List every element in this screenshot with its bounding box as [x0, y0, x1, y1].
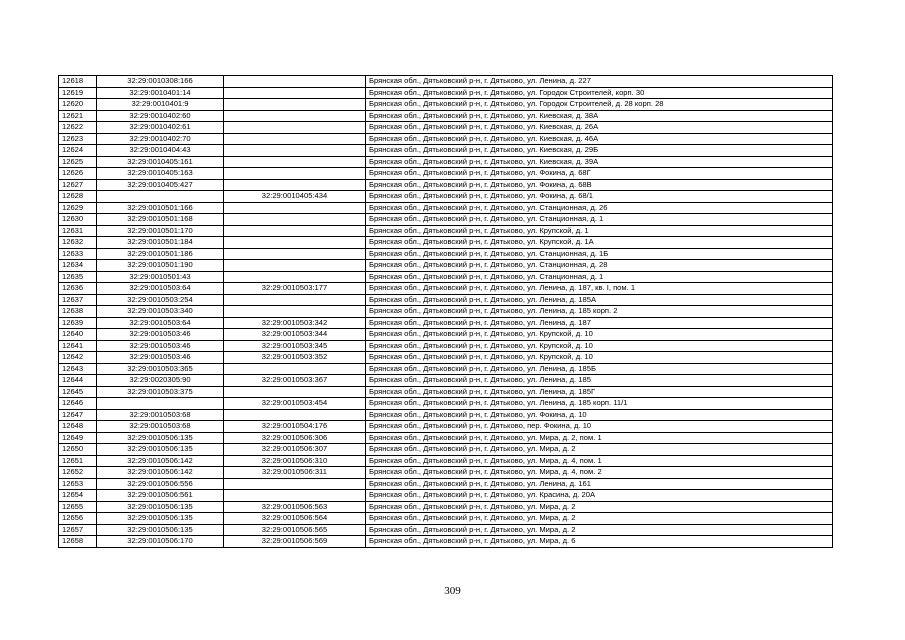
table-row: [59, 271, 833, 283]
table-row: [59, 237, 833, 249]
related-cadastral-number-cell: 32:29:0010503:352: [224, 352, 366, 364]
address-cell: Брянская обл., Дятьковский р-н, г. Дятьково, ул. Ленина, д. 161: [366, 478, 833, 490]
address-cell: Брянская обл., Дятьковский р-н, г. Дятьково, ул. Киевская, д. 46А: [366, 133, 833, 145]
address-cell: Брянская обл., Дятьковский р-н, г. Дятьково, ул. Городок Строителей, корп. 30: [366, 87, 833, 99]
related-cadastral-number-cell: 32:29:0010506:310: [224, 455, 366, 467]
cadastral-number-cell: 32:29:0010503:64: [97, 317, 224, 329]
cadastral-number-cell: 32:29:0010501:166: [97, 202, 224, 214]
related-cadastral-number-cell: [224, 306, 366, 318]
related-cadastral-number-cell: [224, 110, 366, 122]
cadastral-number-cell: 32:29:0010503:254: [97, 294, 224, 306]
table-row: [59, 110, 833, 122]
related-cadastral-number-cell: [224, 99, 366, 111]
row-number-cell: 12654: [59, 490, 97, 502]
row-number-cell: 12628: [59, 191, 97, 203]
table-row: [59, 363, 833, 375]
row-number-cell: 12642: [59, 352, 97, 364]
table-row: [59, 478, 833, 490]
table-row: [59, 294, 833, 306]
address-cell: Брянская обл., Дятьковский р-н, г. Дятьково, ул. Мира, д. 2: [366, 501, 833, 513]
related-cadastral-number-cell: [224, 490, 366, 502]
table-row: [59, 513, 833, 525]
row-number-cell: 12657: [59, 524, 97, 536]
row-number-cell: 12644: [59, 375, 97, 387]
address-cell: Брянская обл., Дятьковский р-н, г. Дятьково, ул. Киевская, д. 39А: [366, 156, 833, 168]
related-cadastral-number-cell: 32:29:0010506:569: [224, 536, 366, 548]
address-cell: Брянская обл., Дятьковский р-н, г. Дятьково, ул. Мира, д. 2: [366, 444, 833, 456]
related-cadastral-number-cell: 32:29:0010503:367: [224, 375, 366, 387]
address-cell: Брянская обл., Дятьковский р-н, г. Дятьково, ул. Станционная, д. 1: [366, 214, 833, 226]
cadastral-number-cell: 32:29:0010501:184: [97, 237, 224, 249]
related-cadastral-number-cell: [224, 179, 366, 191]
table-row: [59, 409, 833, 421]
table-row: [59, 317, 833, 329]
related-cadastral-number-cell: [224, 156, 366, 168]
row-number-cell: 12624: [59, 145, 97, 157]
cadastral-number-cell: [97, 191, 224, 203]
address-cell: Брянская обл., Дятьковский р-н, г. Дятьково, ул. Киевская, д. 29Б: [366, 145, 833, 157]
address-cell: Брянская обл., Дятьковский р-н, г. Дятьково, ул. Ленина, д. 185Г: [366, 386, 833, 398]
row-number-cell: 12637: [59, 294, 97, 306]
address-cell: Брянская обл., Дятьковский р-н, г. Дятьково, ул. Киевская, д. 26А: [366, 122, 833, 134]
related-cadastral-number-cell: 32:29:0010503:345: [224, 340, 366, 352]
cadastral-number-cell: 32:29:0010501:43: [97, 271, 224, 283]
cadastral-number-cell: 32:29:0010506:142: [97, 467, 224, 479]
address-cell: Брянская обл., Дятьковский р-н, г. Дятьково, ул. Фокина, д. 68/1: [366, 191, 833, 203]
address-cell: Брянская обл., Дятьковский р-н, г. Дятьково, ул. Мира, д. 6: [366, 536, 833, 548]
table-row: [59, 375, 833, 387]
cadastral-number-cell: 32:29:0020305:90: [97, 375, 224, 387]
related-cadastral-number-cell: 32:29:0010503:342: [224, 317, 366, 329]
table-row: [59, 122, 833, 134]
related-cadastral-number-cell: 32:29:0010506:306: [224, 432, 366, 444]
table-body: [59, 76, 833, 548]
related-cadastral-number-cell: [224, 386, 366, 398]
address-cell: Брянская обл., Дятьковский р-н, г. Дятьково, ул. Мира, д. 2: [366, 513, 833, 525]
related-cadastral-number-cell: [224, 478, 366, 490]
row-number-cell: 12640: [59, 329, 97, 341]
address-cell: Брянская обл., Дятьковский р-н, г. Дятьково, ул. Ленина, д. 187, кв. I, пом. 1: [366, 283, 833, 295]
related-cadastral-number-cell: [224, 202, 366, 214]
table-row: [59, 386, 833, 398]
related-cadastral-number-cell: [224, 87, 366, 99]
related-cadastral-number-cell: 32:29:0010506:563: [224, 501, 366, 513]
cadastral-number-cell: 32:29:0010506:135: [97, 432, 224, 444]
cadastral-number-cell: 32:29:0010503:46: [97, 352, 224, 364]
related-cadastral-number-cell: [224, 122, 366, 134]
related-cadastral-number-cell: [224, 260, 366, 272]
row-number-cell: 12636: [59, 283, 97, 295]
address-cell: Брянская обл., Дятьковский р-н, г. Дятьково, ул. Ленина, д. 185Б: [366, 363, 833, 375]
table-row: [59, 179, 833, 191]
row-number-cell: 12646: [59, 398, 97, 410]
cadastral-number-cell: 32:29:0010506:135: [97, 444, 224, 456]
table-row: [59, 260, 833, 272]
address-cell: Брянская обл., Дятьковский р-н, г. Дятьково, ул. Крупской, д. 10: [366, 352, 833, 364]
table-row: [59, 455, 833, 467]
row-number-cell: 12625: [59, 156, 97, 168]
address-cell: Брянская обл., Дятьковский р-н, г. Дятьково, ул. Ленина, д. 185 корп. 2: [366, 306, 833, 318]
related-cadastral-number-cell: 32:29:0010503:344: [224, 329, 366, 341]
related-cadastral-number-cell: 32:29:0010504:176: [224, 421, 366, 433]
cadastral-number-cell: 32:29:0010405:427: [97, 179, 224, 191]
row-number-cell: 12638: [59, 306, 97, 318]
cadastral-number-cell: 32:29:0010503:64: [97, 283, 224, 295]
related-cadastral-number-cell: 32:29:0010506:311: [224, 467, 366, 479]
row-number-cell: 12627: [59, 179, 97, 191]
cadastral-number-cell: 32:29:0010405:161: [97, 156, 224, 168]
cadastral-number-cell: 32:29:0010401:14: [97, 87, 224, 99]
cadastral-number-cell: 32:29:0010506:135: [97, 524, 224, 536]
cadastral-number-cell: 32:29:0010401:9: [97, 99, 224, 111]
row-number-cell: 12656: [59, 513, 97, 525]
address-cell: Брянская обл., Дятьковский р-н, г. Дятьково, ул. Ленина, д. 185А: [366, 294, 833, 306]
page-number: 309: [444, 585, 461, 597]
cadastral-number-cell: 32:29:0010506:556: [97, 478, 224, 490]
related-cadastral-number-cell: [224, 409, 366, 421]
cadastral-number-cell: 32:29:0010506:561: [97, 490, 224, 502]
table-row: [59, 352, 833, 364]
table-row: [59, 467, 833, 479]
cadastral-number-cell: 32:29:0010503:375: [97, 386, 224, 398]
cadastral-number-cell: 32:29:0010503:46: [97, 329, 224, 341]
table-row: [59, 99, 833, 111]
cadastral-number-cell: 32:29:0010506:135: [97, 513, 224, 525]
row-number-cell: 12621: [59, 110, 97, 122]
row-number-cell: 12630: [59, 214, 97, 226]
table-row: [59, 524, 833, 536]
table-row: [59, 87, 833, 99]
address-cell: Брянская обл., Дятьковский р-н, г. Дятьково, ул. Фокина, д. 68В: [366, 179, 833, 191]
address-cell: Брянская обл., Дятьковский р-н, г. Дятьково, ул. Мира, д. 4, пом. 1: [366, 455, 833, 467]
related-cadastral-number-cell: [224, 225, 366, 237]
address-cell: Брянская обл., Дятьковский р-н, г. Дятьково, ул. Станционная, д. 1: [366, 271, 833, 283]
table-row: [59, 421, 833, 433]
table-row: [59, 145, 833, 157]
address-cell: Брянская обл., Дятьковский р-н, г. Дятьково, ул. Киевская, д. 38А: [366, 110, 833, 122]
cadastral-number-cell: 32:29:0010506:142: [97, 455, 224, 467]
table-row: [59, 306, 833, 318]
cadastral-number-cell: 32:29:0010501:190: [97, 260, 224, 272]
table-row: [59, 76, 833, 88]
cadastral-number-cell: 32:29:0010503:365: [97, 363, 224, 375]
row-number-cell: 12639: [59, 317, 97, 329]
row-number-cell: 12618: [59, 76, 97, 88]
table-row: [59, 191, 833, 203]
address-cell: Брянская обл., Дятьковский р-н, г. Дятьково, ул. Красина, д. 20А: [366, 490, 833, 502]
row-number-cell: 12652: [59, 467, 97, 479]
row-number-cell: 12643: [59, 363, 97, 375]
row-number-cell: 12645: [59, 386, 97, 398]
related-cadastral-number-cell: [224, 133, 366, 145]
row-number-cell: 12619: [59, 87, 97, 99]
cadastral-number-cell: 32:29:0010501:168: [97, 214, 224, 226]
address-cell: Брянская обл., Дятьковский р-н, г. Дятьково, ул. Крупской, д. 10: [366, 340, 833, 352]
related-cadastral-number-cell: [224, 214, 366, 226]
address-cell: Брянская обл., Дятьковский р-н, г. Дятьково, ул. Станционная, д. 1Б: [366, 248, 833, 260]
table-row: [59, 536, 833, 548]
related-cadastral-number-cell: [224, 248, 366, 260]
row-number-cell: 12632: [59, 237, 97, 249]
row-number-cell: 12633: [59, 248, 97, 260]
related-cadastral-number-cell: 32:29:0010503:454: [224, 398, 366, 410]
row-number-cell: 12635: [59, 271, 97, 283]
cadastral-number-cell: 32:29:0010402:61: [97, 122, 224, 134]
address-cell: Брянская обл., Дятьковский р-н, г. Дятьково, ул. Ленина, д. 187: [366, 317, 833, 329]
row-number-cell: 12622: [59, 122, 97, 134]
cadastral-number-cell: 32:29:0010506:170: [97, 536, 224, 548]
cadastral-number-cell: 32:29:0010503:68: [97, 409, 224, 421]
address-cell: Брянская обл., Дятьковский р-н, г. Дятьково, ул. Ленина, д. 185 корп. 11/1: [366, 398, 833, 410]
address-cell: Брянская обл., Дятьковский р-н, г. Дятьково, ул. Фокина, д. 68Г: [366, 168, 833, 180]
cadastral-number-cell: 32:29:0010402:60: [97, 110, 224, 122]
address-cell: Брянская обл., Дятьковский р-н, г. Дятьково, пер. Фокина, д. 10: [366, 421, 833, 433]
row-number-cell: 12655: [59, 501, 97, 513]
cadastral-number-cell: 32:29:0010501:186: [97, 248, 224, 260]
address-cell: Брянская обл., Дятьковский р-н, г. Дятьково, ул. Крупской, д. 1А: [366, 237, 833, 249]
address-cell: Брянская обл., Дятьковский р-н, г. Дятьково, ул. Крупской, д. 1: [366, 225, 833, 237]
table-row: [59, 214, 833, 226]
cadastral-number-cell: 32:29:0010501:170: [97, 225, 224, 237]
address-cell: Брянская обл., Дятьковский р-н, г. Дятьково, ул. Мира, д. 4, пом. 2: [366, 467, 833, 479]
table-row: [59, 329, 833, 341]
address-cell: Брянская обл., Дятьковский р-н, г. Дятьково, ул. Ленина, д. 227: [366, 76, 833, 88]
cadastral-registry-table: [58, 75, 833, 548]
row-number-cell: 12647: [59, 409, 97, 421]
related-cadastral-number-cell: [224, 76, 366, 88]
address-cell: Брянская обл., Дятьковский р-н, г. Дятьково, ул. Городок Строителей, д. 28 корп. 28: [366, 99, 833, 111]
table-row: [59, 501, 833, 513]
related-cadastral-number-cell: 32:29:0010506:564: [224, 513, 366, 525]
table-row: [59, 168, 833, 180]
cadastral-number-cell: 32:29:0010506:135: [97, 501, 224, 513]
row-number-cell: 12626: [59, 168, 97, 180]
related-cadastral-number-cell: 32:29:0010506:307: [224, 444, 366, 456]
table-row: [59, 490, 833, 502]
cadastral-number-cell: 32:29:0010308:166: [97, 76, 224, 88]
related-cadastral-number-cell: [224, 294, 366, 306]
address-cell: Брянская обл., Дятьковский р-н, г. Дятьково, ул. Мира, д. 2: [366, 524, 833, 536]
cadastral-number-cell: 32:29:0010503:340: [97, 306, 224, 318]
row-number-cell: 12631: [59, 225, 97, 237]
row-number-cell: 12620: [59, 99, 97, 111]
row-number-cell: 12649: [59, 432, 97, 444]
address-cell: Брянская обл., Дятьковский р-н, г. Дятьково, ул. Мира, д. 2, пом. 1: [366, 432, 833, 444]
related-cadastral-number-cell: 32:29:0010506:565: [224, 524, 366, 536]
cadastral-number-cell: 32:29:0010404:43: [97, 145, 224, 157]
table-row: [59, 398, 833, 410]
table-row: [59, 248, 833, 260]
related-cadastral-number-cell: 32:29:0010503:177: [224, 283, 366, 295]
address-cell: Брянская обл., Дятьковский р-н, г. Дятьково, ул. Крупской, д. 10: [366, 329, 833, 341]
related-cadastral-number-cell: [224, 145, 366, 157]
row-number-cell: 12648: [59, 421, 97, 433]
related-cadastral-number-cell: [224, 237, 366, 249]
row-number-cell: 12623: [59, 133, 97, 145]
related-cadastral-number-cell: [224, 363, 366, 375]
row-number-cell: 12651: [59, 455, 97, 467]
table-row: [59, 340, 833, 352]
related-cadastral-number-cell: [224, 168, 366, 180]
table-row: [59, 283, 833, 295]
table-row: [59, 432, 833, 444]
row-number-cell: 12658: [59, 536, 97, 548]
cadastral-number-cell: 32:29:0010405:163: [97, 168, 224, 180]
row-number-cell: 12634: [59, 260, 97, 272]
table-row: [59, 133, 833, 145]
cadastral-number-cell: 32:29:0010503:68: [97, 421, 224, 433]
related-cadastral-number-cell: [224, 271, 366, 283]
table-row: [59, 225, 833, 237]
address-cell: Брянская обл., Дятьковский р-н, г. Дятьково, ул. Фокина, д. 10: [366, 409, 833, 421]
cadastral-number-cell: 32:29:0010402:70: [97, 133, 224, 145]
row-number-cell: 12653: [59, 478, 97, 490]
address-cell: Брянская обл., Дятьковский р-н, г. Дятьково, ул. Станционная, д. 28: [366, 260, 833, 272]
row-number-cell: 12629: [59, 202, 97, 214]
table-row: [59, 202, 833, 214]
address-cell: Брянская обл., Дятьковский р-н, г. Дятьково, ул. Станционная, д. 26: [366, 202, 833, 214]
address-cell: Брянская обл., Дятьковский р-н, г. Дятьково, ул. Ленина, д. 185: [366, 375, 833, 387]
table-row: [59, 444, 833, 456]
cadastral-number-cell: 32:29:0010503:46: [97, 340, 224, 352]
row-number-cell: 12641: [59, 340, 97, 352]
row-number-cell: 12650: [59, 444, 97, 456]
related-cadastral-number-cell: 32:29:0010405:434: [224, 191, 366, 203]
table-row: [59, 156, 833, 168]
cadastral-number-cell: [97, 398, 224, 410]
